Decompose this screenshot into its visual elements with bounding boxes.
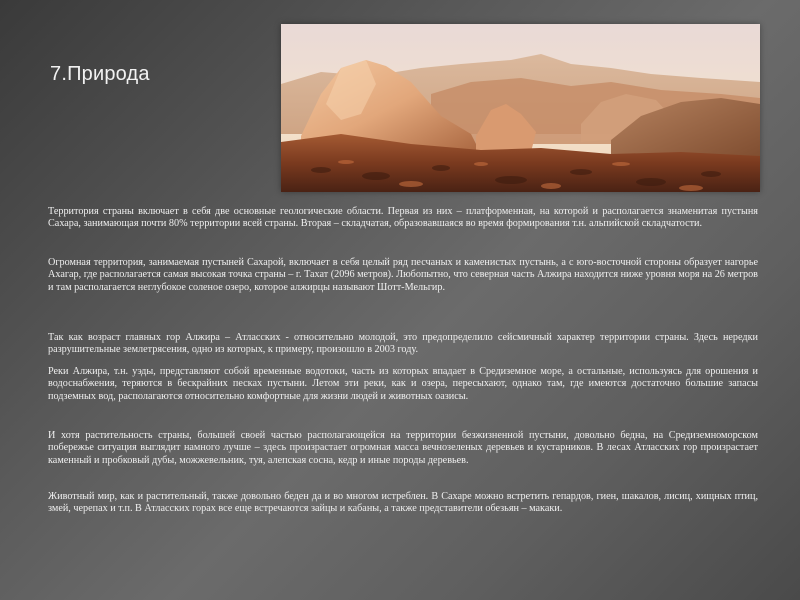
paragraph-geology: Территория страны включает в себя две основные геологические области. Первая из них – платформенная, на которой и располагается знаменитая пустыня Сахара, занимающая почти 80% территории всей страны. Вторая – складчатая, образовавшаяся во время формирования т.н. альпийской складчатости.: [48, 206, 758, 230]
desert-landscape-photo: [281, 24, 760, 192]
paragraph-vegetation: И хотя растительность страны, большей своей частью располагающейся на территории безжизненной пустыни, довольно бедна, на Средиземноморском побережье ситуация выглядит намного лучше – здесь произрастает огромная масса вечнозеленых деревьев и кустарников. В лесах Атласских гор произрастает каменный и пробковый дубы, можжевельник, туя, алепская сосна, кедр и иные породы деревьев.: [48, 430, 758, 466]
desert-mountains-image: [281, 24, 760, 192]
paragraph-rivers: Реки Алжира, т.н. уэды, представляют собой временные водотоки, часть из которых впадает в Средиземное море, а остальные, используясь для орошения и водоснабжения, теряются в бескрайних песках пустыни. Летом эти реки, как и озера, пересыхают, однако там, где имеются достаточно большие запасы подземных вод, располагаются относительно комфортные для жизни людей и животных оазисы.: [48, 366, 758, 402]
paragraph-wildlife: Животный мир, как и растительный, также довольно беден да и во многом истреблен. В Сахаре можно встретить гепардов, гиен, шакалов, лисиц, хищных птиц, змей, черепах и т.п. В Атласских горах все еще встречаются зайцы и кабаны, а также представители обезьян – макаки.: [48, 491, 758, 515]
slide-title: 7.Природа: [50, 63, 150, 85]
paragraph-sahara: Огромная территория, занимаемая пустыней Сахарой, включает в себя целый ряд песчаных и каменистых пустынь, а с юго-восточной стороны образует нагорье Ахагар, где располагается самая высокая точка страны – г. Тахат (2096 метров). Любопытно, что северная часть Алжира находится ниже уровня моря на 26 метров и там располагается неглубокое соленое озеро, которое алжирцы называют Шотт-Мельгир.: [48, 257, 758, 293]
paragraph-earthquakes: Так как возраст главных гор Алжира – Атласских - относительно молодой, это предопределило сейсмичный характер территории страны. Здесь нередки разрушительные землетрясения, одно из которых, к примеру, произошло в 2003 году.: [48, 332, 758, 356]
